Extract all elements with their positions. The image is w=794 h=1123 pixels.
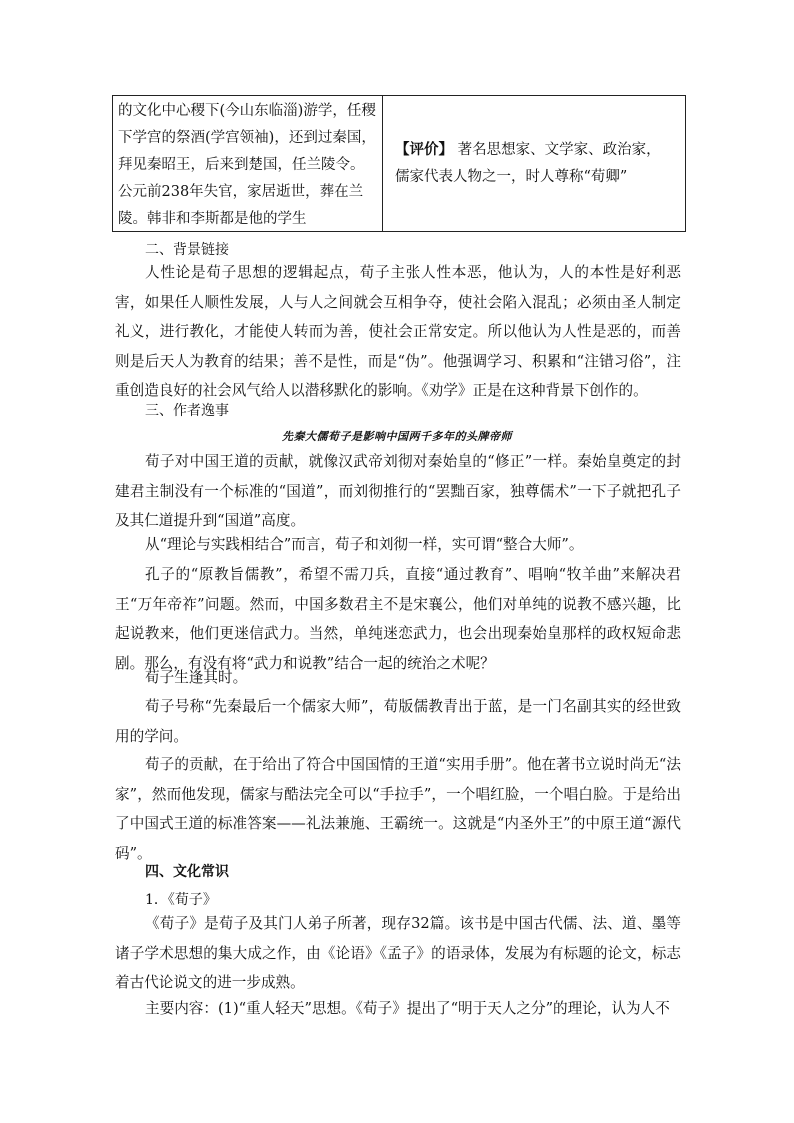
section-heading-anecdotes: 三、作者逸事: [145, 403, 229, 419]
info-table: [112, 95, 686, 232]
anecdote-paragraph-1: 荀子对中国王道的贡献，就像汉武帝刘彻对秦始皇的“修正”一样。秦始皇奠定的封建君主制没有一个标准的“国道”，而刘彻推行的“罢黜百家，独尊儒术”一下子就把孔子及其仁道提升到“国道”高度。: [115, 453, 681, 529]
culture-paragraph-2: 主要内容：(1)“重人轻天”思想。《荀子》提出了“明于天人之分”的理论，认为人不: [145, 1000, 670, 1017]
section-heading-culture: 四、文化常识: [145, 864, 229, 880]
evaluation-text: 著名思想家、文学家、政治家，儒家代表人物之一，时人尊称“荀卿”: [395, 142, 661, 185]
anecdote-paragraph-4: 荀子生逢其时。: [145, 669, 248, 686]
anecdote-subtitle: 先秦大儒荀子是影响中国两千多年的头牌帝师: [282, 430, 512, 443]
table-left-cell: 的文化中心稷下(今山东临淄)游学，任稷下学宫的祭酒(学宫领袖)，还到过秦国，拜见秦昭王，后来到楚国，任兰陵令。公元前238年失官，家居逝世，葬在兰陵。韩非和李斯都是他的学生: [113, 96, 383, 231]
section-heading-background: 二、背景链接: [145, 242, 229, 258]
background-paragraph: 人性论是荀子思想的逻辑起点，荀子主张人性本恶，他认为，人的本性是好利恶害，如果任人顺性发展，人与人之间就会互相争夺，使社会陷入混乱；必须由圣人制定礼义，进行教化，才能使人转而为善，使社会正常安定。所以他认为人性是恶的，而善则是后天人为教育的结果；善不是性，而是“伪”。他强调学习、积累和“注错习俗”，注重创造良好的社会风气给人以潜移默化的影响。《劝学》正是在这种背景下创作的。: [115, 264, 681, 399]
evaluation-label: 【评价】: [395, 141, 453, 158]
anecdote-paragraph-5: 荀子号称“先秦最后一个儒家大师”，荀版儒教青出于蓝，是一门名副其实的经世致用的学问。: [115, 698, 681, 745]
anecdote-paragraph-2: 从“理论与实践相结合”而言，荀子和刘彻一样，实可谓“整合大师”。: [145, 536, 584, 553]
anecdote-paragraph-3: 孔子的“原教旨儒教”，希望不需刀兵，直接“通过教育”、唱响“牧羊曲”来解决君王“万年帝祚”问题。然而，中国多数君主不是宋襄公，他们对单纯的说教不感兴趣，比起说教来，他们更迷信武力。当然，单纯迷恋武力，也会出现秦始皇那样的政权短命悲剧。那么，有没有将“武力和说教”结合一起的统治之术呢？: [115, 566, 681, 672]
anecdote-paragraph-6: 荀子的贡献，在于给出了符合中国国情的王道“实用手册”。他在著书立说时尚无“法家”，然而他发现，儒家与酷法完全可以“手拉手”，一个唱红脸，一个唱白脸。于是给出了中国式王道的标准答案——礼法兼施、王霸统一。这就是“内圣外王”的中原王道“源代码”。: [115, 756, 681, 862]
table-right-cell: [383, 96, 685, 231]
culture-paragraph-1: 《荀子》是荀子及其门人弟子所著，现存32篇。该书是中国古代儒、法、道、墨等诸子学术思想的集大成之作，由《论语》《孟子》的语录体，发展为有标题的论文，标志着古代论说文的进一步成熟。: [115, 915, 681, 991]
culture-item-1: 1．《荀子》: [145, 892, 217, 908]
